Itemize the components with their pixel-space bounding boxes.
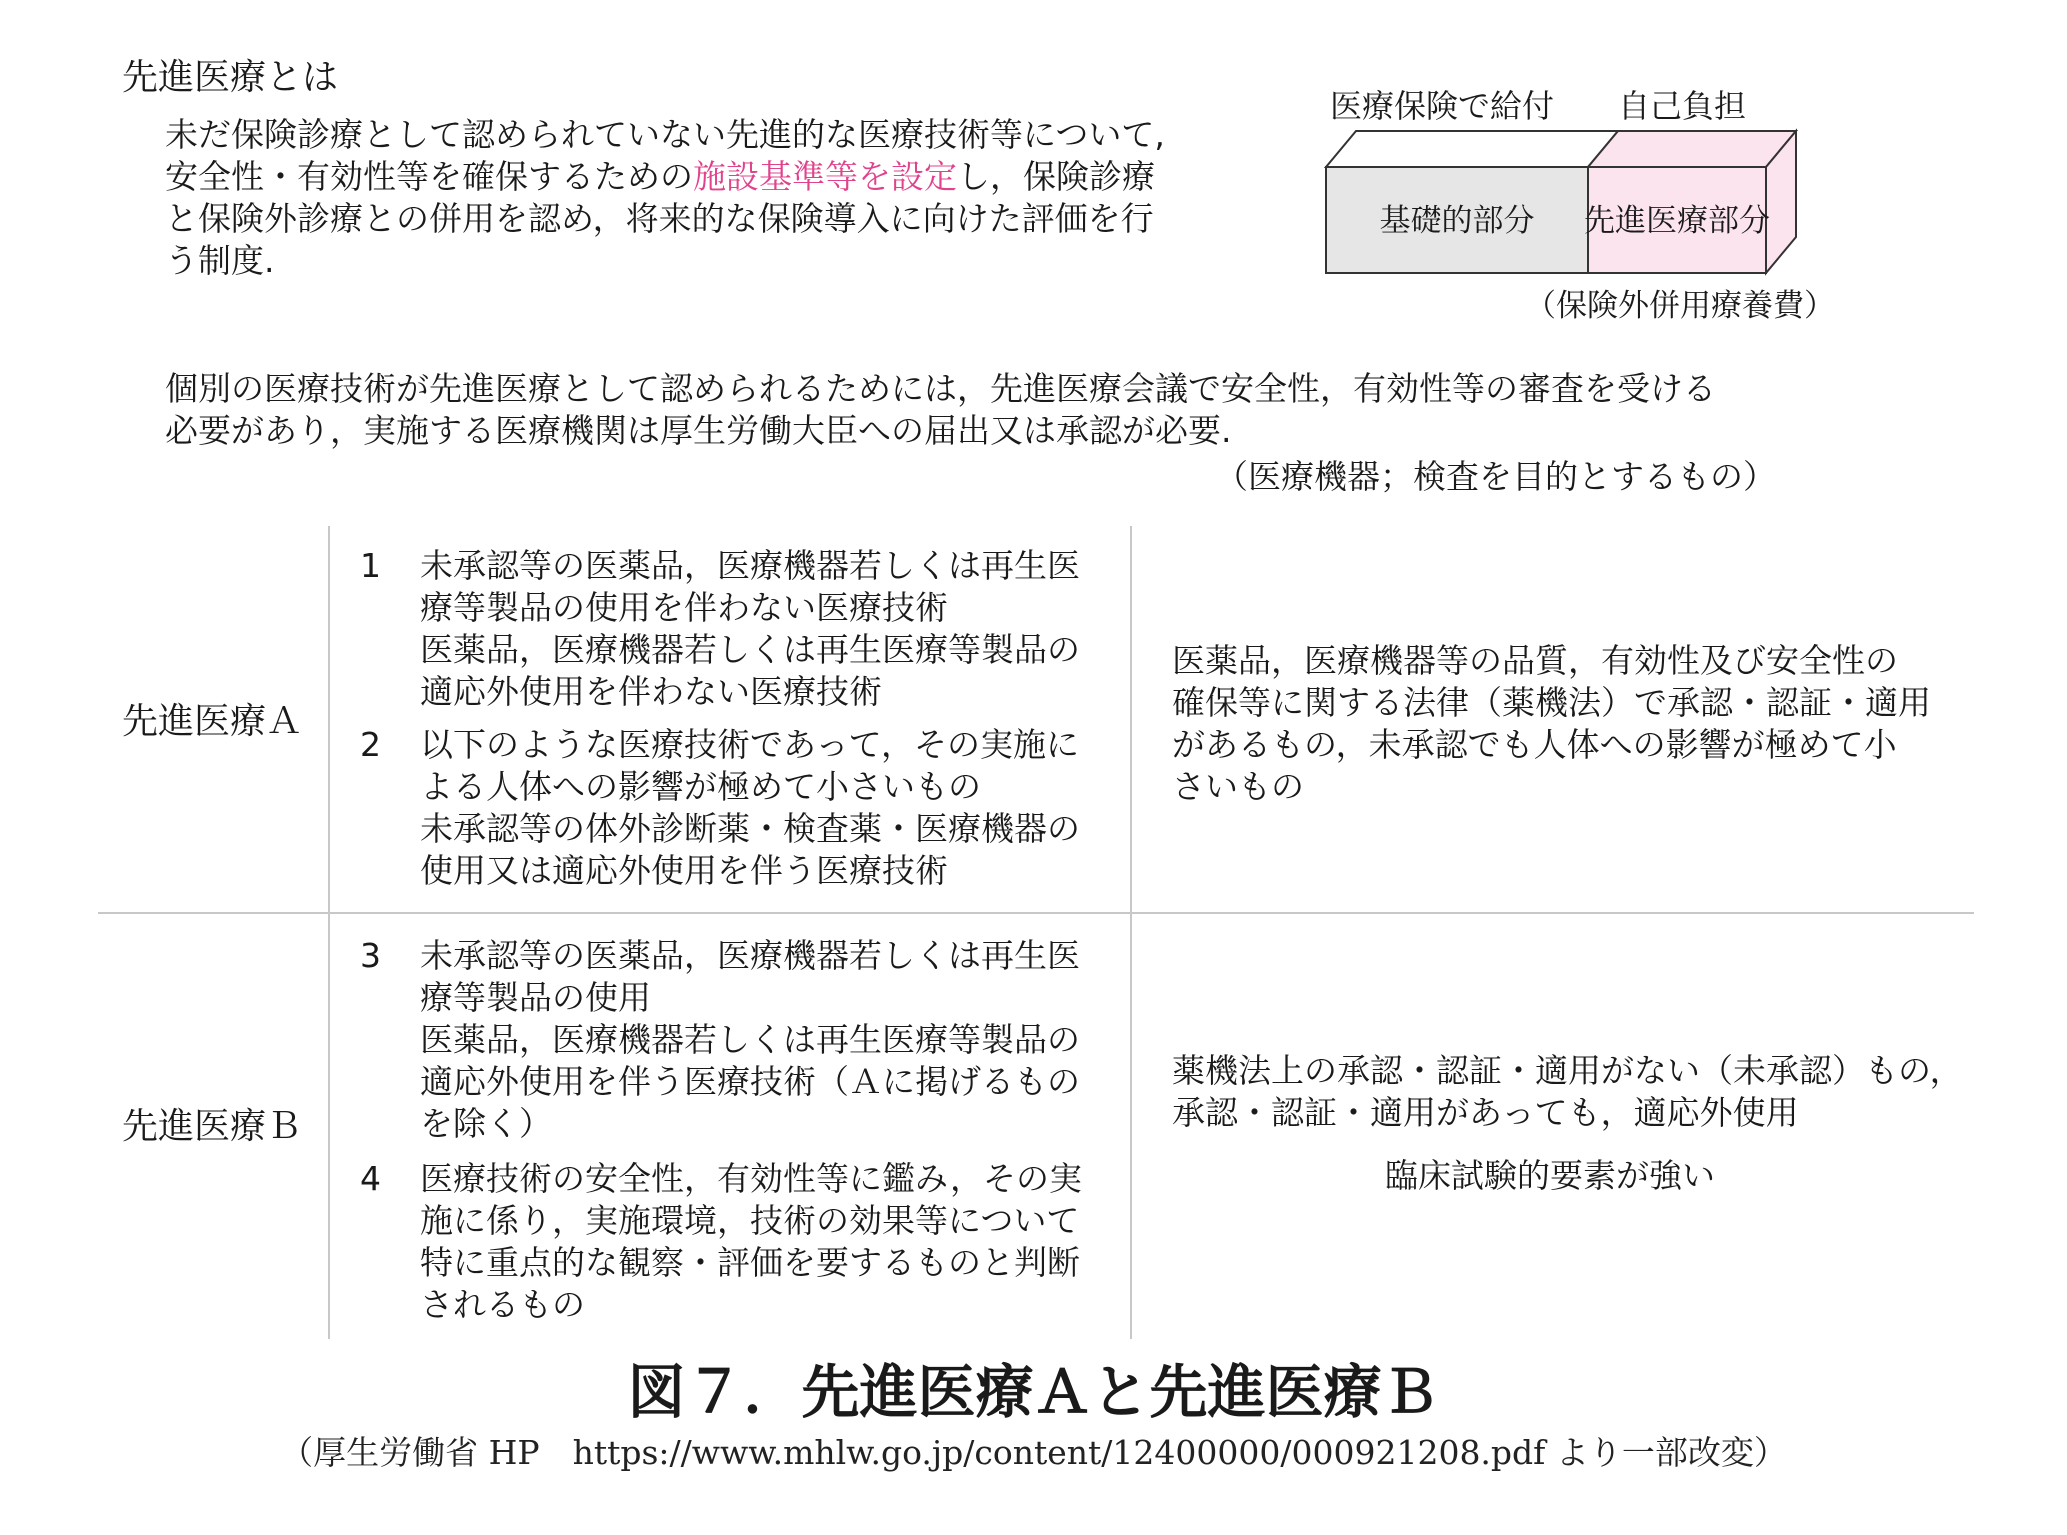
- item-line: 以下のような医療技術であって，その実施に: [420, 725, 1080, 764]
- item-text: [420, 1158, 1082, 1326]
- item-line: 適応外使用を伴わない医療技術: [420, 672, 882, 711]
- intro-line: と保険外診療との併用を認め，将来的な保険導入に向けた評価を行: [165, 199, 1154, 238]
- table-divider-left: [328, 526, 330, 1339]
- intro-line: [165, 156, 1225, 198]
- intro-line: う制度.: [165, 241, 275, 280]
- intro-text: 安全性・有効性等を確保するための: [165, 157, 693, 196]
- description-line: 確保等に関する法律（薬機法）で承認・認証・適用: [1172, 683, 1931, 722]
- description-line: 承認・認証・適用があっても，適応外使用: [1172, 1093, 1799, 1132]
- item-number: 1: [360, 546, 381, 585]
- description-line: さいもの: [1172, 767, 1304, 806]
- item-line: 適応外使用を伴う医療技術（Ａに掲げるもの: [420, 1062, 1080, 1101]
- advanced-top-face: [1588, 131, 1796, 167]
- highlight-text: 施設基準等を設定: [693, 157, 957, 196]
- item-line: を除く）: [420, 1104, 552, 1143]
- item-line: 使用又は適応外使用を伴う医療技術: [420, 851, 948, 890]
- row-label-a: 先進医療Ａ: [122, 701, 303, 742]
- item-line: 未承認等の医薬品，医療機器若しくは再生医: [420, 936, 1080, 975]
- figure-caption: 図７．先進医療Ａと先進医療Ｂ: [627, 1358, 1440, 1426]
- requirement-line: 個別の医療技術が先進医療として認められるためには，先進医療会議で安全性，有効性等の審査を受ける: [165, 369, 1716, 408]
- diagram-caption: （保険外併用療養費）: [1525, 288, 1835, 324]
- basic-part-label: 基礎的部分: [1379, 203, 1535, 239]
- table-row-separator: [98, 912, 1974, 914]
- description-line: 薬機法上の承認・認証・適用がない（未承認）もの，: [1172, 1051, 1963, 1090]
- section-heading: 先進医療とは: [122, 57, 339, 98]
- item-line: 療等製品の使用を伴わない医療技術: [420, 588, 948, 627]
- requirement-paragraph: [165, 368, 1795, 452]
- item-text: [420, 935, 1080, 1145]
- figure-source: （厚生労働省 HP https://www.mhlw.go.jp/content/12400000/000921208.pdf より一部改変）: [280, 1433, 1787, 1472]
- row-b-description: [1172, 1050, 1963, 1134]
- item-line: 施に係り，実施環境，技術の効果等について: [420, 1201, 1080, 1240]
- device-note: （医療機器；検査を目的とするもの）: [1215, 457, 1776, 496]
- cost-diagram: [1300, 75, 1860, 335]
- item-text: [420, 724, 1080, 892]
- self-pay-label: 自己負担: [1618, 87, 1747, 125]
- description-line: 医薬品，医療機器等の品質，有効性及び安全性の: [1172, 641, 1898, 680]
- item-number: 2: [360, 725, 381, 764]
- item-line: よる人体への影響が極めて小さいもの: [420, 767, 981, 806]
- item-line: 未承認等の体外診断薬・検査薬・医療機器の: [420, 809, 1080, 848]
- item-line: 未承認等の医薬品，医療機器若しくは再生医: [420, 546, 1080, 585]
- item-number: 3: [360, 936, 381, 975]
- description-line: があるもの，未承認でも人体への影響が極めて小: [1172, 725, 1897, 764]
- intro-text: し，保険診療: [957, 157, 1155, 196]
- advanced-part-label: 先進医療部分: [1584, 203, 1770, 239]
- item-line: 医薬品，医療機器若しくは再生医療等製品の: [420, 630, 1080, 669]
- item-number: 4: [360, 1159, 381, 1198]
- row-a-description: [1172, 640, 1931, 808]
- basic-top-face: [1326, 131, 1618, 167]
- item-line: 療等製品の使用: [420, 978, 651, 1017]
- intro-line: 未だ保険診療として認められていない先進的な医療技術等について,: [165, 115, 1165, 154]
- row-label-b: 先進医療Ｂ: [122, 1106, 303, 1147]
- item-line: 特に重点的な観察・評価を要するものと判断: [420, 1243, 1080, 1282]
- insurance-label: 医療保険で給付: [1330, 87, 1555, 125]
- item-line: 医療技術の安全性，有効性等に鑑み，その実: [420, 1159, 1082, 1198]
- requirement-line: 必要があり，実施する医療機関は厚生労働大臣への届出又は承認が必要.: [165, 411, 1232, 450]
- item-line: 医薬品，医療機器若しくは再生医療等製品の: [420, 1020, 1080, 1059]
- clinical-trial-note: 臨床試験的要素が強い: [1385, 1156, 1715, 1195]
- item-text: [420, 545, 1080, 713]
- table-divider-right: [1130, 526, 1132, 1339]
- item-line: されるもの: [420, 1285, 585, 1324]
- intro-paragraph: [165, 114, 1225, 282]
